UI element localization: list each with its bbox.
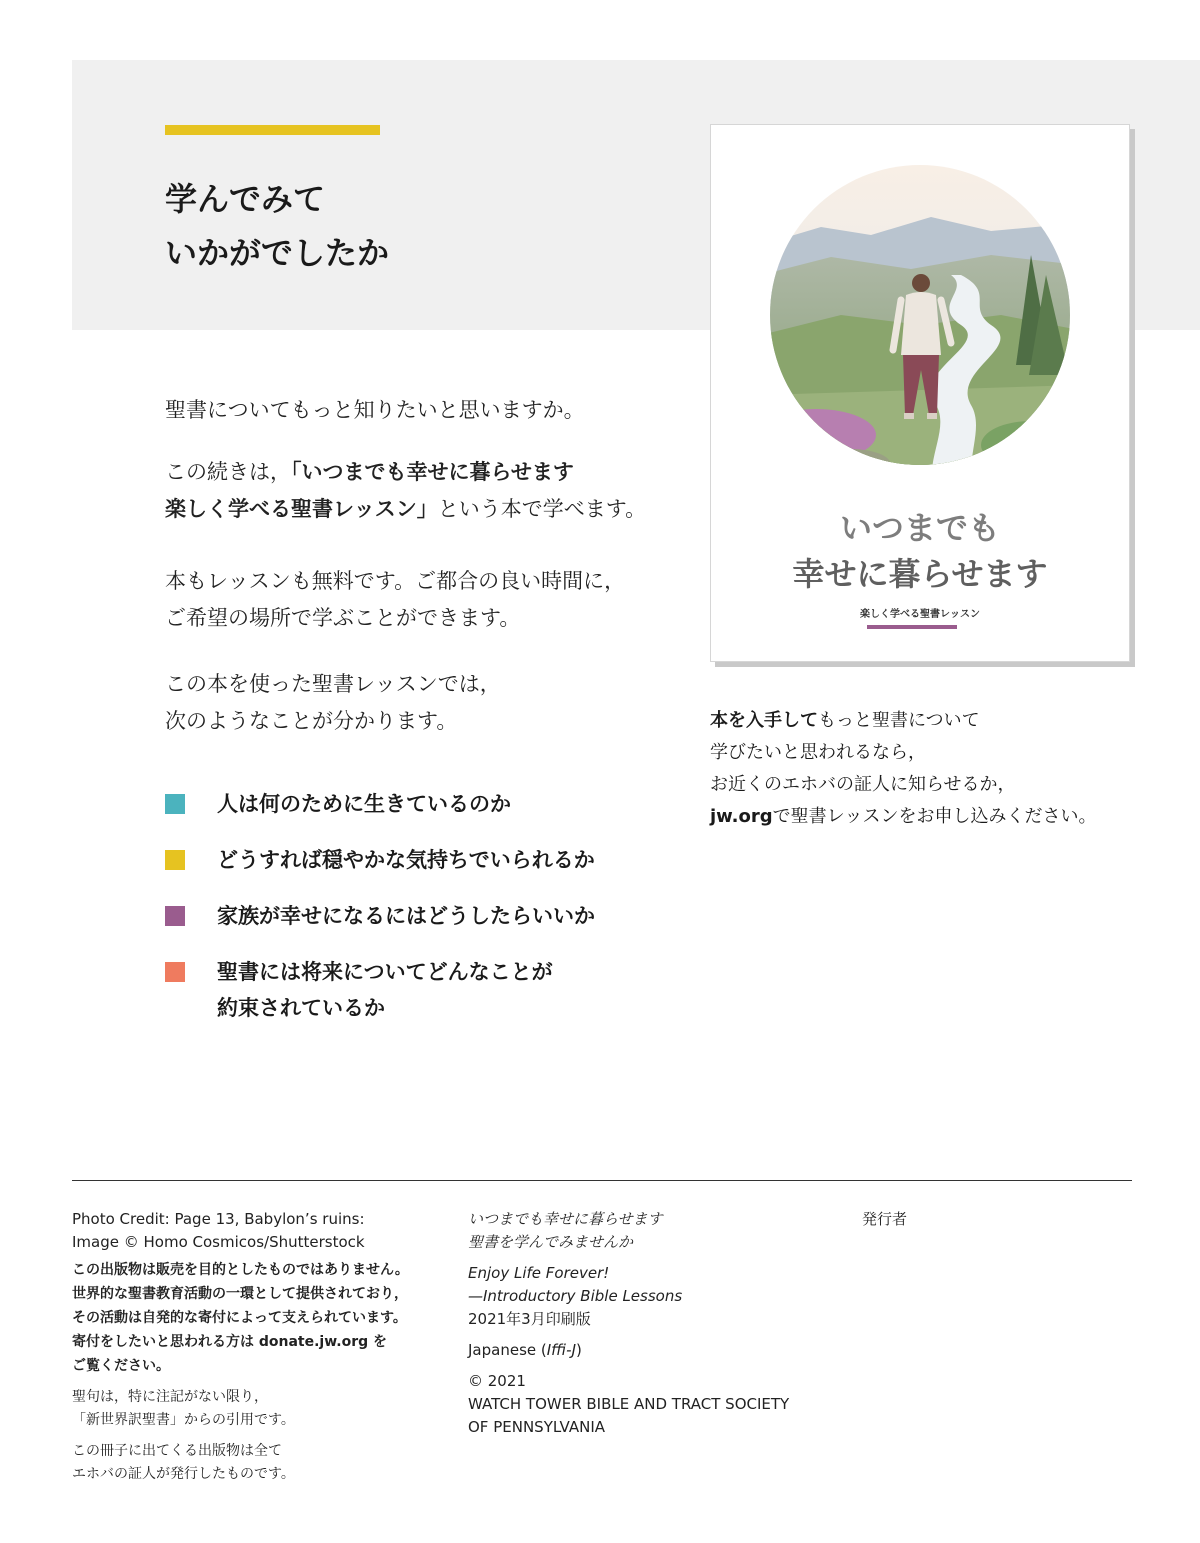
cta-text: で聖書レッスンをお申し込みください。: [772, 806, 1097, 827]
book-accent-line: [867, 625, 957, 629]
book-title-line: 幸せに暮らせます: [792, 555, 1048, 593]
printing-edition: 2021年3月印刷版: [468, 1310, 591, 1328]
scripture-line: 「新世界訳聖書」からの引用です。: [72, 1412, 295, 1428]
jp-title-line: 聖書を学んでみませんか: [468, 1233, 634, 1251]
donation-notice: [72, 1258, 452, 1378]
topic-text: 家族が幸せになるにはどうしたらいいか: [217, 904, 595, 928]
topic-text: 約束されているか: [217, 996, 385, 1020]
book-name-part-1: 「いつまでも幸せに暮らせます: [291, 460, 574, 484]
intro-paragraph-4: [165, 666, 501, 740]
cta-line: [710, 705, 1096, 737]
book-title: [711, 505, 1129, 597]
topics-list: [165, 786, 595, 1046]
jw-org-link[interactable]: jw.org: [710, 806, 773, 827]
cta-line: 学びたいと思われるなら，: [710, 742, 926, 763]
footer-column-1: [72, 1208, 452, 1486]
book-cover: [710, 124, 1130, 662]
footer-column-3: [862, 1208, 907, 1231]
cta-bold: 本を入手して: [710, 710, 818, 731]
scripture-note: [72, 1386, 452, 1432]
cta-text: もっと聖書について: [818, 710, 980, 731]
jp-title-line: いつまでも幸せに暮らせます: [468, 1210, 663, 1228]
publisher-line: エホバの証人が発行したものです。: [72, 1466, 295, 1482]
topic-text: 聖書には将来についてどんなことが: [217, 960, 553, 984]
language-code-value: Iffi-J: [546, 1341, 576, 1359]
page-title: [165, 172, 389, 280]
publisher-label: 発行者: [862, 1210, 908, 1228]
notice-line: 世界的な聖書教育活動の一環として提供されており，: [72, 1286, 408, 1302]
book-subtitle: 楽しく学べる聖書レッスン: [860, 609, 980, 620]
intro-paragraph-1: 聖書についてもっと知りたいと思いますか。: [165, 398, 585, 422]
intro-p2-prefix: この続きは，: [165, 460, 291, 484]
intro-p4-line: 次のようなことが分かります。: [165, 709, 458, 733]
en-title-line: —Introductory Bible Lessons: [468, 1287, 683, 1305]
topic-item: [165, 842, 595, 878]
notice-line: 寄付をしたいと思われる方は donate.jw.org を: [72, 1334, 388, 1350]
book-name-part-2: 楽しく学べる聖書レッスン」: [165, 497, 438, 521]
notice-line: ご覧ください。: [72, 1358, 170, 1374]
intro-paragraph-3: [165, 563, 625, 637]
photo-credit: Photo Credit: Page 13, Babylon’s ruins:: [72, 1210, 365, 1228]
notice-line: その活動は自発的な寄付によって支えられています。: [72, 1310, 407, 1326]
topic-item: [165, 954, 595, 1026]
book-title-line: いつまでも: [839, 509, 1000, 547]
topic-text: 人は何のために生きているのか: [217, 792, 511, 816]
intro-paragraph-2: [165, 454, 646, 528]
copyright: [468, 1370, 828, 1439]
bullet-square-icon: [165, 906, 185, 926]
notice-line: この出版物は販売を目的としたものではありません。: [72, 1262, 409, 1278]
publisher-note: [72, 1440, 452, 1486]
intro-p3-line: 本もレッスンも無料です。ご都合の良い時間に，: [165, 569, 626, 593]
topic-item: [165, 898, 595, 934]
topic-item: [165, 786, 595, 822]
bullet-square-icon: [165, 850, 185, 870]
cta-line: [710, 801, 1096, 833]
copyright-line: WATCH TOWER BIBLE AND TRACT SOCIETY: [468, 1395, 790, 1413]
photo-credit: Image © Homo Cosmicos/Shutterstock: [72, 1233, 365, 1251]
cover-illustration: [761, 165, 1079, 495]
header-accent-bar: [165, 125, 380, 135]
intro-p2-suffix: という本で学べます。: [437, 497, 647, 521]
topic-text: どうすれば穏やかな気持ちでいられるか: [217, 848, 595, 872]
language-suffix: ): [576, 1341, 582, 1359]
intro-p3-line: ご希望の場所で学ぶことができます。: [165, 606, 521, 630]
footer-column-2: [468, 1208, 828, 1439]
bullet-square-icon: [165, 794, 185, 814]
en-title: [468, 1262, 828, 1331]
bullet-square-icon: [165, 962, 185, 982]
intro-p4-line: この本を使った聖書レッスンでは，: [165, 672, 501, 696]
title-line: いかがでしたか: [165, 234, 390, 272]
publisher-line: この冊子に出てくる出版物は全て: [72, 1443, 282, 1459]
language-code: [468, 1339, 828, 1362]
language-prefix: Japanese (: [468, 1341, 547, 1359]
en-title-line: Enjoy Life Forever!: [468, 1264, 610, 1282]
call-to-action: [710, 705, 1096, 833]
footer-divider: [72, 1180, 1132, 1181]
title-line: 学んでみて: [165, 180, 326, 218]
copyright-line: OF PENNSYLVANIA: [468, 1418, 606, 1436]
copyright-line: © 2021: [468, 1372, 526, 1390]
cta-line: お近くのエホバの証人に知らせるか，: [710, 774, 1016, 795]
scripture-line: 聖句は，特に注記がない限り，: [72, 1389, 268, 1405]
